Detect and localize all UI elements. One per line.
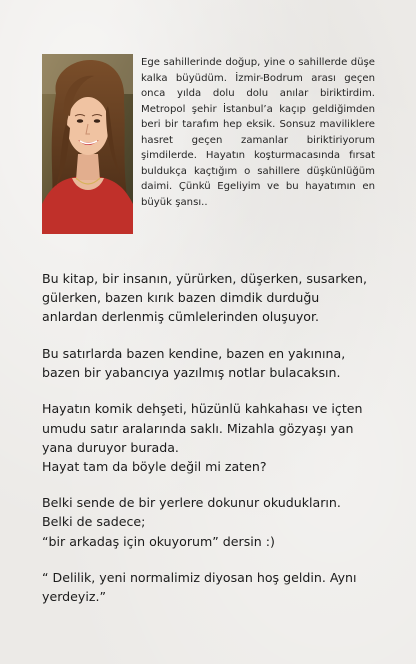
paragraph-line: bazen bir yabancıya yazılmış notlar bulacaksın. xyxy=(42,364,341,380)
author-photo xyxy=(42,54,133,234)
paragraph-4 xyxy=(42,493,382,550)
paragraph-line: Hayat tam da böyle değil mi zaten? xyxy=(42,458,267,474)
paragraph-line: yana duruyor burada. xyxy=(42,439,179,455)
author-portrait-illustration xyxy=(42,54,133,234)
paragraph-1 xyxy=(42,269,382,326)
paragraph-3 xyxy=(42,399,382,475)
paragraph-line: yerdeyiz.” xyxy=(42,589,106,605)
author-bio xyxy=(141,55,375,210)
paragraph-line: “bir arkadaş için okuyorum” dersin :) xyxy=(42,533,275,549)
paragraph-2 xyxy=(42,344,382,382)
paragraph-line: Belki sende de bir yerlere dokunur okudukların. xyxy=(42,495,341,511)
paragraph-line: “ Delilik, yeni normalimiz diyosan hoş geldin. Aynı xyxy=(42,570,357,586)
paragraph-line: gülerken, bazen kırık bazen dimdik durduğu xyxy=(42,290,320,306)
paragraph-line: Hayatın komik dehşeti, hüzünlü kahkahası ve içten xyxy=(42,401,363,417)
paragraph-line: Belki de sadece; xyxy=(42,514,146,530)
paragraph-line: umudu satır aralarında saklı. Mizahla gözyaşı yan xyxy=(42,420,354,436)
author-bio-text: Ege sahillerinde doğup, yine o sahillerde düşe kalka büyüdüm. İzmir-Bodrum arası geçen onca yılda dolu dolu anılar biriktirdim. Metropol şehir İstanbul’a kaçıp geldiğimden beri bir tarafım hep eksik. Sonsuz maviliklere hasret geçen zamanlar biriktiriyorum şimdilerde. Hayatın koşturmacasında fırsat buldukça kaçtığım o sahillere düşkünlüğüm daimi. Çünkü Egeliyim ve bu hayatımın en büyük şansı.. xyxy=(141,57,375,208)
paragraph-line: Bu satırlarda bazen kendine, bazen en yakınına, xyxy=(42,345,346,361)
paragraph-5 xyxy=(42,568,382,606)
book-description xyxy=(42,269,382,606)
paragraph-line: anlardan derlenmiş cümlelerinden oluşuyor. xyxy=(42,309,320,325)
paragraph-line: Bu kitap, bir insanın, yürürken, düşerken, susarken, xyxy=(42,271,367,286)
